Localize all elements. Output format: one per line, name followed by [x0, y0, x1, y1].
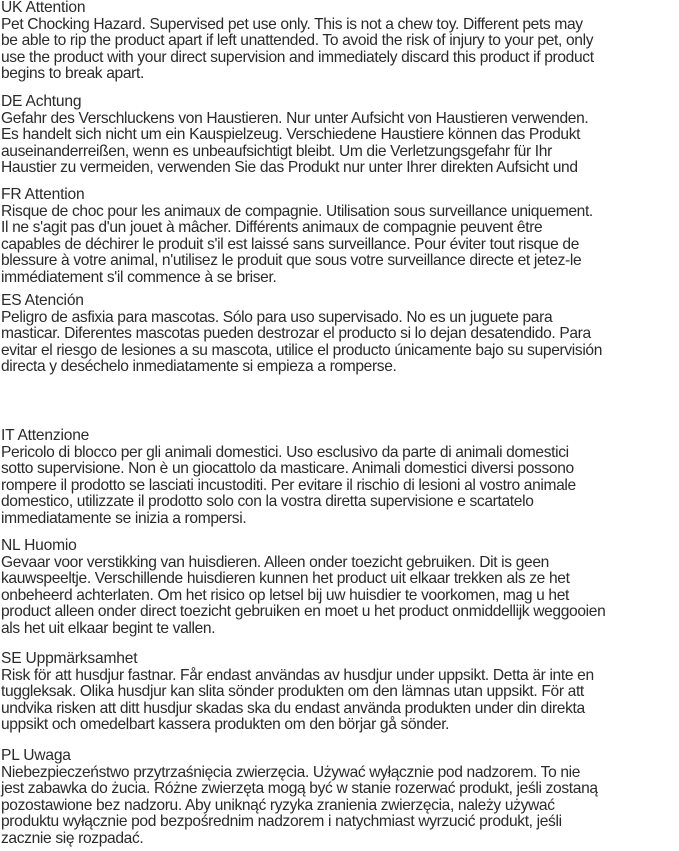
body-line: capables de déchirer le produit s'il est laissé sans surveillance. Pour éviter tout risque de — [1, 235, 580, 253]
section-heading: UK Attention — [1, 0, 86, 16]
section-heading: IT Attenzione — [1, 427, 90, 444]
body-line: Risque de choc pour les animaux de compagnie. Utilisation sous surveillance uniquement. — [1, 202, 593, 220]
body-line: onbeheerd achterlaten. Om het risico op letsel bij uw huisdier te voorkomen, mag u het — [1, 586, 570, 604]
body-line: rompere il prodotto se lasciati incustoditi. Per evitare il rischio di lesioni al vostro animale — [1, 476, 576, 494]
body-line: jest zabawka do żucia. Różne zwierzęta mogą być w stanie rozerwać produkt, jeśli zostaną — [1, 780, 598, 798]
section-nl — [1, 538, 679, 638]
body-line: Gevaar voor verstikking van huisdieren. Alleen onder toezicht gebruiken. Dit is geen — [1, 553, 549, 571]
body-line: domestico, utilizzate il prodotto solo con la vostra diretta supervisione e scartatelo — [1, 493, 534, 511]
body-line: Haustier zu vermeiden, verwenden Sie das Produkt nur unter Ihrer direkten Aufsicht und — [1, 159, 578, 177]
section-es — [1, 293, 679, 376]
section-heading: DE Achtung — [1, 93, 82, 110]
body-line: Il ne s'agit pas d'un jouet à mâcher. Différents animaux de compagnie peuvent être — [1, 219, 543, 237]
body-line: begins to break apart. — [1, 65, 144, 83]
body-line: immediatamente se inizia a rompersi. — [1, 509, 247, 527]
body-line: produktu wyłącznie pod bezpośrednim nadzorem i natychmiast wyrzucić produkt, jeśli — [1, 813, 562, 831]
body-line: auseinanderreißen, wenn es unbeaufsichtigt bleibt. Um die Verletzungsgefahr für Ihr — [1, 142, 552, 160]
body-line: Niebezpieczeństwo przytrzaśnięcia zwierzęcia. Używać wyłącznie pod nadzorem. To nie — [1, 763, 581, 781]
body-line: tuggleksak. Olika husdjur kan slita sönder produkten om den lämnas utan uppsikt. För att — [1, 683, 584, 701]
body-line: pozostawione bez nadzoru. Aby uniknąć ryzyka zranienia zwierzęcia, należy używać — [1, 796, 555, 814]
section-se — [1, 651, 679, 734]
body-line: Pericolo di blocco per gli animali domestici. Uso esclusivo da parte di animali domestici — [1, 443, 569, 461]
body-line: als het uit elkaar begint te vallen. — [1, 619, 216, 637]
body-line: blessure à votre animal, n'utilisez le produit que sous votre surveillance directe et jetez-le — [1, 252, 582, 270]
body-line: Pet Chocking Hazard. Supervised pet use only. This is not a chew toy. Different pets may — [1, 15, 583, 33]
body-line: use the product with your direct supervision and immediately discard this product if product — [1, 48, 594, 66]
body-line: sotto supervisione. Non è un giocattolo da masticare. Animali domestici diversi possono — [1, 460, 574, 478]
body-line: undvika risken att ditt husdjur skadas ska du endast använda produkten under din direkta — [1, 699, 585, 717]
body-line: be able to rip the product apart if left unattended. To avoid the risk of injury to your pet, only — [1, 32, 594, 50]
body-line: kauwspeeltje. Verschillende huisdieren kunnen het product uit elkaar trekken als ze het — [1, 570, 570, 588]
section-uk — [1, 0, 679, 83]
body-line: Es handelt sich nicht um ein Kauspielzeug. Verschiedene Haustiere können das Produkt — [1, 126, 581, 144]
section-heading: PL Uwaga — [1, 747, 71, 764]
body-line: Risk för att husdjur fastnar. Får endast användas av husdjur under uppsikt. Detta är inte en — [1, 666, 594, 684]
section-heading: SE Uppmärksamhet — [1, 650, 138, 667]
section-pl — [1, 748, 679, 848]
section-heading: NL Huomio — [1, 537, 77, 554]
section-de — [1, 94, 679, 177]
body-line: uppsikt och omedelbart kassera produkten om den börjar gå sönder. — [1, 716, 450, 734]
body-line: evitar el riesgo de lesiones a su mascota, utilice el producto únicamente bajo su supervisión — [1, 341, 603, 359]
body-line: masticar. Diferentes mascotas pueden destrozar el producto si lo dejan desatendido. Para — [1, 325, 591, 343]
section-it — [1, 428, 679, 528]
body-line: Gefahr des Verschluckens von Haustieren. Nur unter Aufsicht von Haustieren verwenden. — [1, 109, 589, 127]
section-heading: ES Atención — [1, 292, 84, 309]
body-line: Peligro de asfixia para mascotas. Sólo para uso supervisado. No es un juguete para — [1, 308, 553, 326]
body-line: product alleen onder direct toezicht gebruiken en moet u het product onmiddellijk weggooien — [1, 603, 606, 621]
body-line: directa y deséchelo inmediatamente si empieza a romperse. — [1, 358, 397, 376]
body-line: immédiatement s'il commence à se briser. — [1, 268, 277, 286]
section-fr — [1, 187, 679, 287]
body-line: zacznie się rozpadać. — [1, 829, 144, 847]
section-heading: FR Attention — [1, 186, 85, 203]
